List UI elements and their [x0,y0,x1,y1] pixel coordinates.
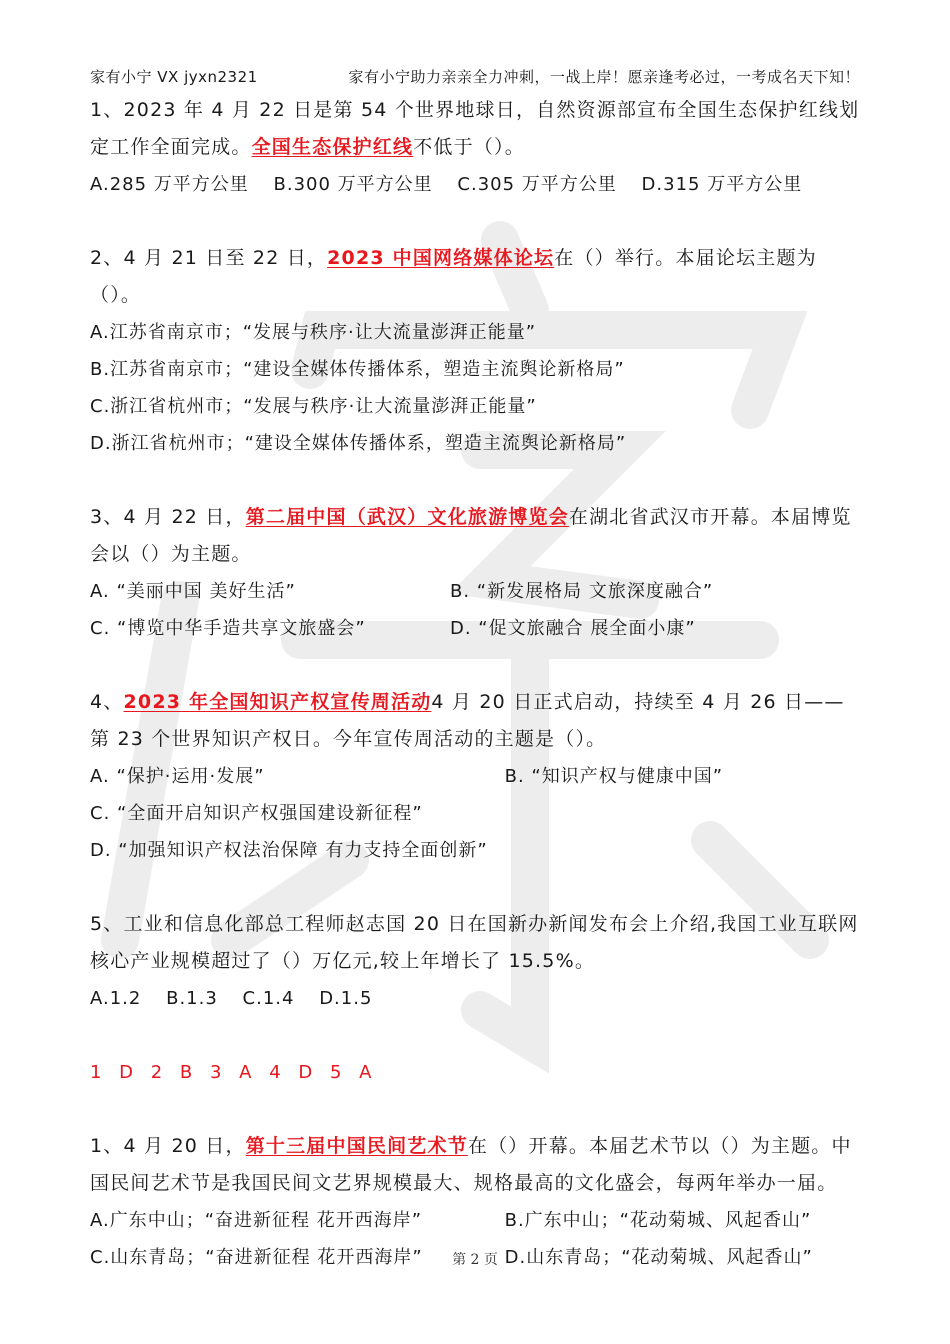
question-5 [90,906,860,980]
option-c: C. “博览中华手造共享文旅盛会” [90,618,366,639]
option-a: A.1.2 [90,988,142,1009]
options-row [90,1202,860,1239]
question-stem: 1、4 月 20 日，第十三届中国民间艺术节在（）开幕。本届艺术节以（）为主题。中国民间艺术节是我国民间文艺界规模最大、规格最高的文化盛会，每两年举办一届。 [90,1135,852,1194]
question-4 [90,684,860,758]
highlight-term: 2023 中国网络媒体论坛 [327,247,555,269]
option-b: B.江苏省南京市；“建设全媒体传播体系，塑造主流舆论新格局” [90,359,625,380]
highlight-term: 第十三届中国民间艺术节 [245,1135,468,1157]
highlight-term: 全国生态保护红线 [251,136,414,158]
option-b: B.300 万平方公里 [273,174,433,195]
option-b: B.广东中山；“花动菊城、风起香山” [504,1210,812,1231]
question-next-1 [90,1128,860,1202]
question-3 [90,499,860,573]
option-d: D. “加强知识产权法治保障 有力支持全面创新” [90,840,488,861]
option-c: C.浙江省杭州市；“发展与秩序·让大流量澎湃正能量” [90,396,537,417]
header-left-text: 家有小宁 VX jyxn2321 [90,68,258,86]
option-a: A.江苏省南京市；“发展与秩序·让大流量澎湃正能量” [90,322,537,343]
highlight-term: 第二届中国（武汉）文化旅游博览会 [245,506,569,528]
header-right-text: 家有小宁助力亲亲全力冲刺，一战上岸！愿亲逢考必过，一考成名天下知！ [348,68,860,86]
option-b: B.1.3 [166,988,218,1009]
question-stem: 3、4 月 22 日，第二届中国（武汉）文化旅游博览会在湖北省武汉市开幕。本届博览会以（）为主题。 [90,506,852,565]
option-a: A.广东中山；“奋进新征程 花开西海岸” [90,1210,423,1231]
question-2 [90,240,860,314]
page-content [90,92,860,1276]
question-1 [90,92,860,166]
option-c: C.1.4 [242,988,295,1009]
highlight-term: 2023 年全国知识产权宣传周活动 [123,691,432,713]
option-d: D.山东青岛；“花动菊城、风起香山” [504,1247,813,1268]
option-a: A. “美丽中国 美好生活” [90,581,296,602]
option-b: B. “新发展格局 文旅深度融合” [450,581,714,602]
question-stem: 2、4 月 21 日至 22 日，2023 中国网络媒体论坛在（）举行。本届论坛主题为（）。 [90,247,817,306]
option-c: C.305 万平方公里 [457,174,617,195]
question-stem: 4、2023 年全国知识产权宣传周活动4 月 20 日正式启动，持续至 4 月 26 日——第 23 个世界知识产权日。今年宣传周活动的主题是（）。 [90,691,845,750]
option-d: D.浙江省杭州市；“建设全媒体传播体系，塑造主流舆论新格局” [90,433,627,454]
option-c: C. “全面开启知识产权强国建设新征程” [90,803,423,824]
options-row [90,166,860,203]
option-a: A.285 万平方公里 [90,174,249,195]
options-row [90,980,860,1017]
page-header [90,66,860,90]
page-number: 第 2 页 [452,1252,498,1268]
option-d: D.315 万平方公里 [641,174,803,195]
option-d: D.1.5 [319,988,373,1009]
options-row [90,573,860,610]
question-stem: 1、2023 年 4 月 22 日是第 54 个世界地球日，自然资源部宣布全国生态保护红线划定工作全面完成。全国生态保护红线不低于（）。 [90,99,860,158]
option-d: D. “促文旅融合 展全面小康” [450,618,696,639]
answer-key: 1 D 2 B 3 A 4 D 5 A [90,1062,378,1083]
question-stem: 5、工业和信息化部总工程师赵志国 20 日在国新办新闻发布会上介绍,我国工业互联网核心产业规模超过了（）万亿元,较上年增长了 15.5%。 [90,913,859,972]
options-row [90,610,860,647]
option-b: B. “知识产权与健康中国” [504,766,724,787]
option-a: A. “保护·运用·发展” [90,766,265,787]
option-c: C.山东青岛；“奋进新征程 花开西海岸” [90,1247,423,1268]
options-row [90,758,860,795]
